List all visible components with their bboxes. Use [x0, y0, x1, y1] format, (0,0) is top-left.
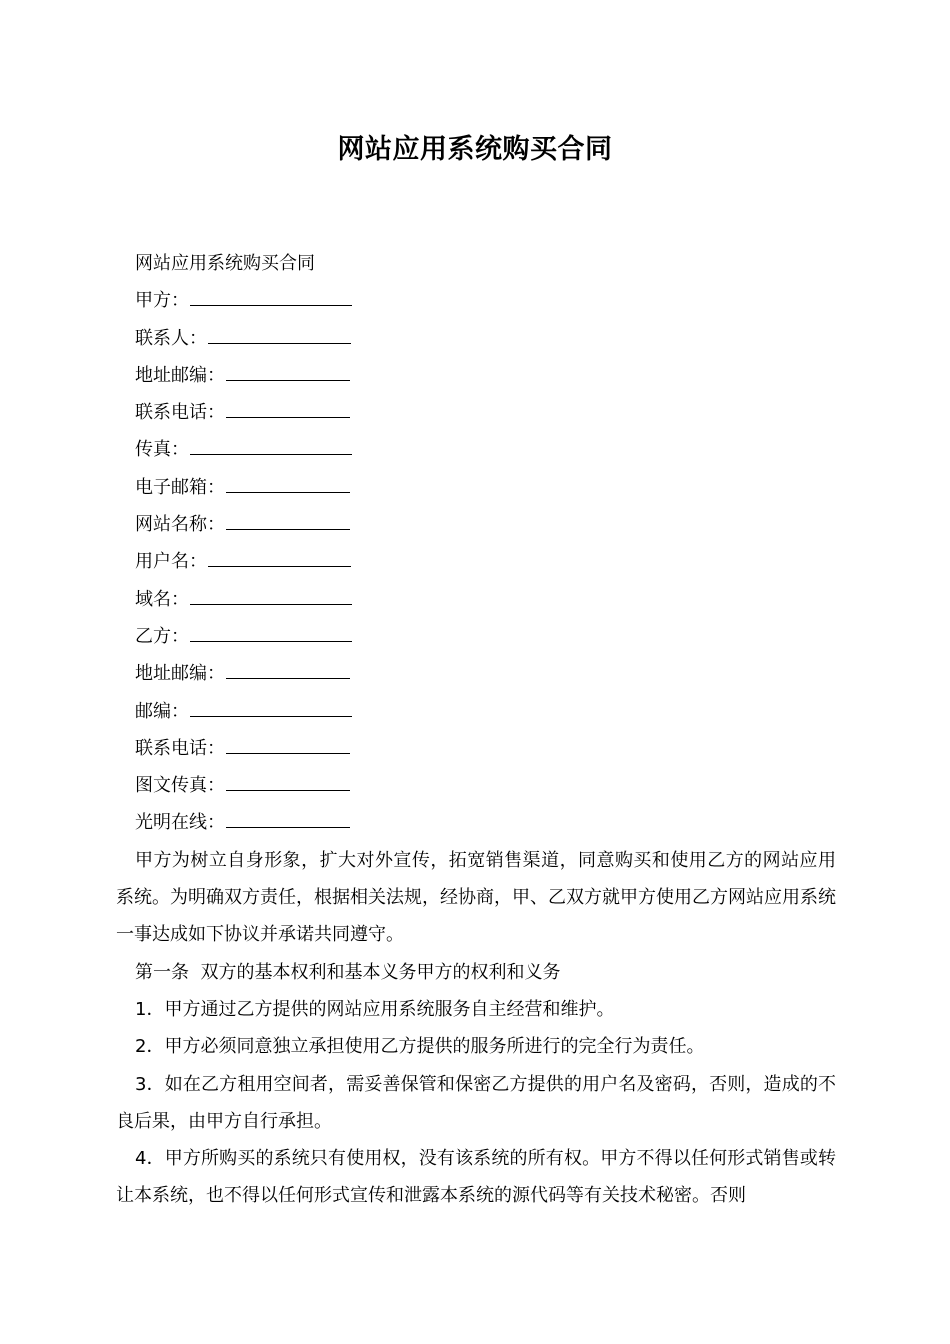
document-subtitle: 网站应用系统购买合同 — [135, 253, 315, 274]
field-blank[interactable] — [190, 620, 352, 642]
clause-item: 3．如在乙方租用空间者，需妥善保管和保密乙方提供的用户名及密码，否则，造成的不良后果，由甲方自行承担。 — [116, 1073, 836, 1132]
field-label: 联系电话： — [135, 737, 225, 759]
document-body — [116, 245, 836, 1215]
field-row — [116, 394, 836, 431]
field-label: 联系人： — [135, 327, 207, 349]
field-row — [116, 282, 836, 319]
field-label: 图文传真： — [135, 775, 225, 797]
field-label: 电子邮箱： — [135, 476, 225, 498]
field-label: 地址邮编： — [135, 663, 225, 685]
field-label: 网站名称： — [135, 514, 225, 536]
clause-item: 4．甲方所购买的系统只有使用权，没有该系统的所有权。甲方不得以任何形式销售或转让本系统，也不得以任何形式宣传和泄露本系统的源代码等有关技术秘密。否则 — [116, 1148, 836, 1207]
field-blank[interactable] — [190, 695, 352, 717]
field-label: 域名： — [135, 588, 189, 610]
field-blank[interactable] — [226, 732, 350, 754]
field-blank[interactable] — [226, 657, 350, 679]
field-row — [116, 767, 836, 804]
party-info-fields — [116, 282, 836, 841]
field-blank[interactable] — [208, 322, 351, 344]
field-label: 甲方： — [135, 290, 189, 312]
field-row — [116, 357, 836, 394]
field-row — [116, 431, 836, 468]
field-row — [116, 469, 836, 506]
field-row — [116, 506, 836, 543]
field-blank[interactable] — [190, 433, 352, 455]
field-blank[interactable] — [226, 508, 350, 530]
field-row — [116, 320, 836, 357]
field-row — [116, 804, 836, 841]
field-row — [116, 655, 836, 692]
field-blank[interactable] — [226, 471, 350, 493]
paragraph-preamble: 甲方为树立自身形象，扩大对外宣传，拓宽销售渠道，同意购买和使用乙方的网站应用系统。为明确双方责任，根据相关法规，经协商，甲、乙双方就甲方使用乙方网站应用系统一事达成如下协议并承诺共同遵守。 — [116, 849, 836, 946]
field-row — [116, 730, 836, 767]
field-label: 用户名： — [135, 551, 207, 573]
field-blank[interactable] — [190, 284, 352, 306]
article-heading: 第一条 双方的基本权利和基本义务甲方的权利和义务 — [135, 961, 561, 983]
field-label: 邮编： — [135, 700, 189, 722]
field-label: 光明在线： — [135, 812, 225, 834]
field-blank[interactable] — [226, 806, 350, 828]
field-label: 传真： — [135, 439, 189, 461]
field-label: 地址邮编： — [135, 364, 225, 386]
field-blank[interactable] — [226, 359, 350, 381]
field-blank[interactable] — [226, 396, 350, 418]
field-row — [116, 581, 836, 618]
field-blank[interactable] — [208, 545, 351, 567]
clause-item: 1．甲方通过乙方提供的网站应用系统服务自主经营和维护。 — [135, 998, 615, 1020]
field-row — [116, 693, 836, 730]
clause-item: 2．甲方必须同意独立承担使用乙方提供的服务所进行的完全行为责任。 — [135, 1036, 705, 1058]
field-label: 联系电话： — [135, 402, 225, 424]
document-title: 网站应用系统购买合同 — [337, 134, 613, 165]
field-blank[interactable] — [226, 769, 350, 791]
field-row — [116, 618, 836, 655]
field-label: 乙方： — [135, 625, 189, 647]
field-blank[interactable] — [190, 583, 352, 605]
field-row — [116, 543, 836, 580]
